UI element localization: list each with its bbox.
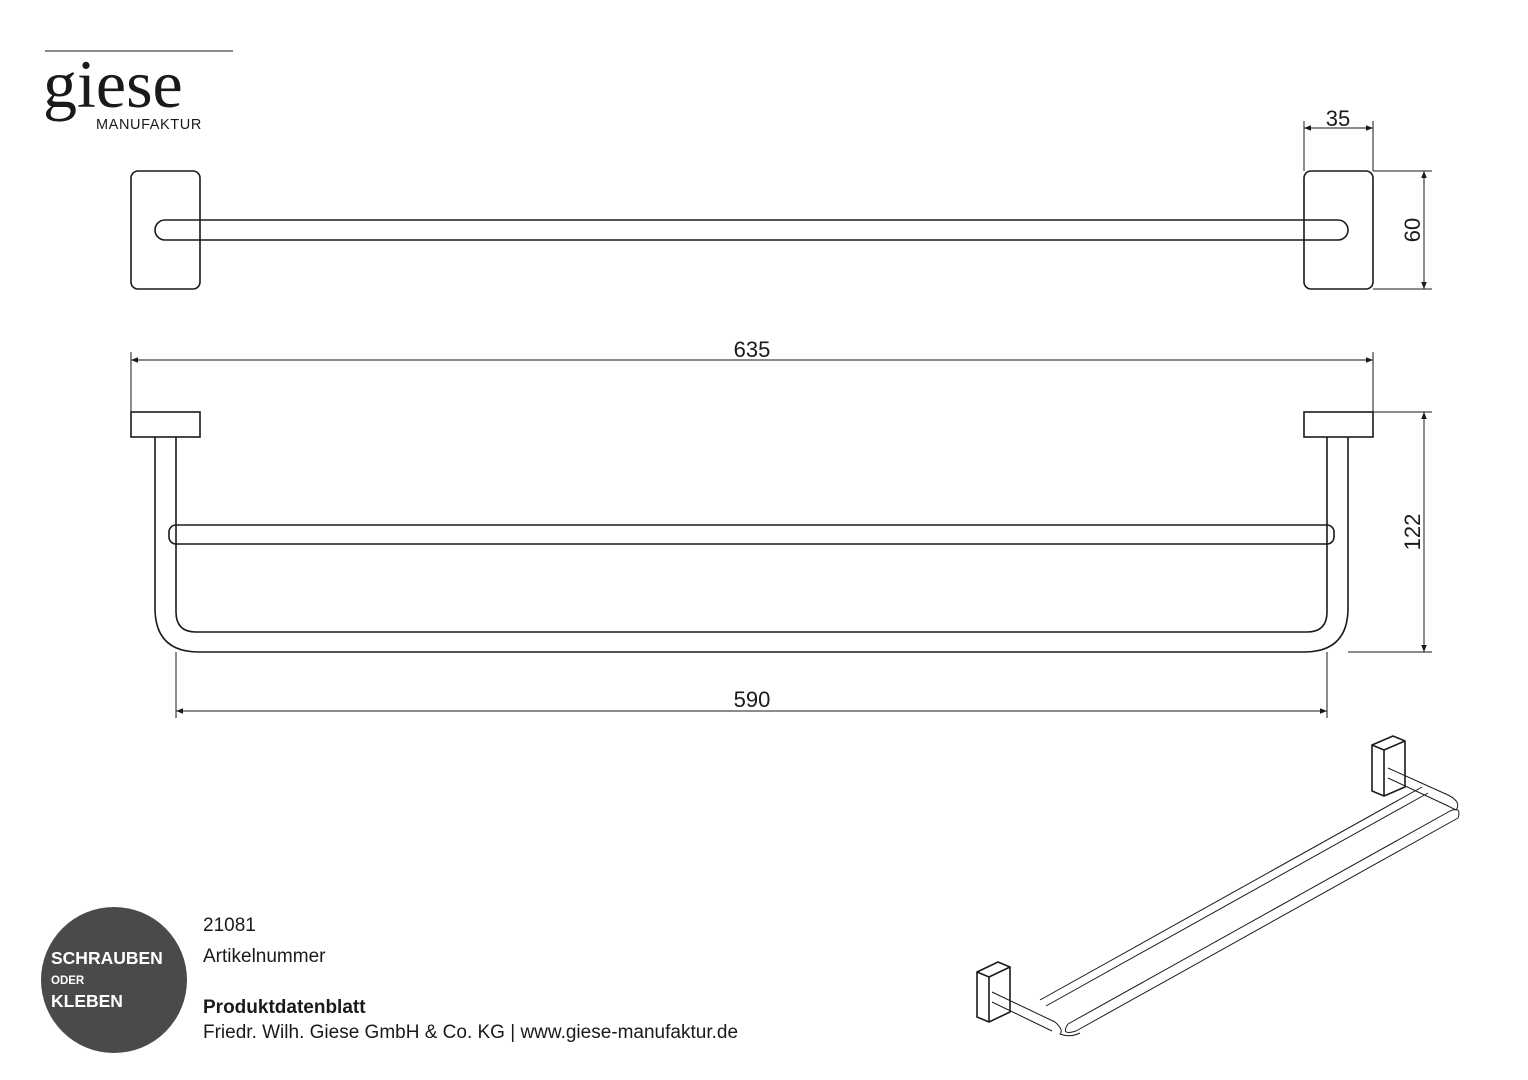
right-bracket-top [1304,412,1373,437]
dimension-122 [1348,412,1432,652]
svg-text:35: 35 [1325,106,1351,131]
sheet-title: Produktdatenblatt [203,997,366,1018]
middle-bar [169,525,1334,544]
isometric-view [977,736,1459,1036]
inner-rod [176,437,1327,632]
svg-text:60: 60 [1400,217,1425,243]
giese-logo [43,46,233,133]
article-number: 21081 [203,915,256,936]
article-label: Artikelnummer [203,946,326,967]
svg-text:590: 590 [733,687,771,712]
badge-line1: SCHRAUBEN [51,948,163,968]
left-bracket-top [131,412,200,437]
bar-front [155,220,1348,240]
left-bracket-front [131,171,200,289]
svg-text:635: 635 [733,337,771,362]
dimension-635 [131,337,1373,412]
company-line: Friedr. Wilh. Giese GmbH & Co. KG | www.giese-manufaktur.de [203,1022,739,1043]
dimension-35 [1304,106,1373,171]
badge-line2: ODER [51,975,85,987]
top-view [131,412,1373,652]
mounting-badge [41,907,187,1053]
svg-text:giese: giese [43,46,183,122]
svg-text:MANUFAKTUR: MANUFAKTUR [96,117,202,133]
svg-text:122: 122 [1400,513,1425,551]
dimension-60 [1373,171,1432,289]
front-view [131,171,1373,289]
badge-line3: KLEBEN [51,991,123,1011]
dimension-590 [176,652,1327,718]
right-bracket-front [1304,171,1373,289]
